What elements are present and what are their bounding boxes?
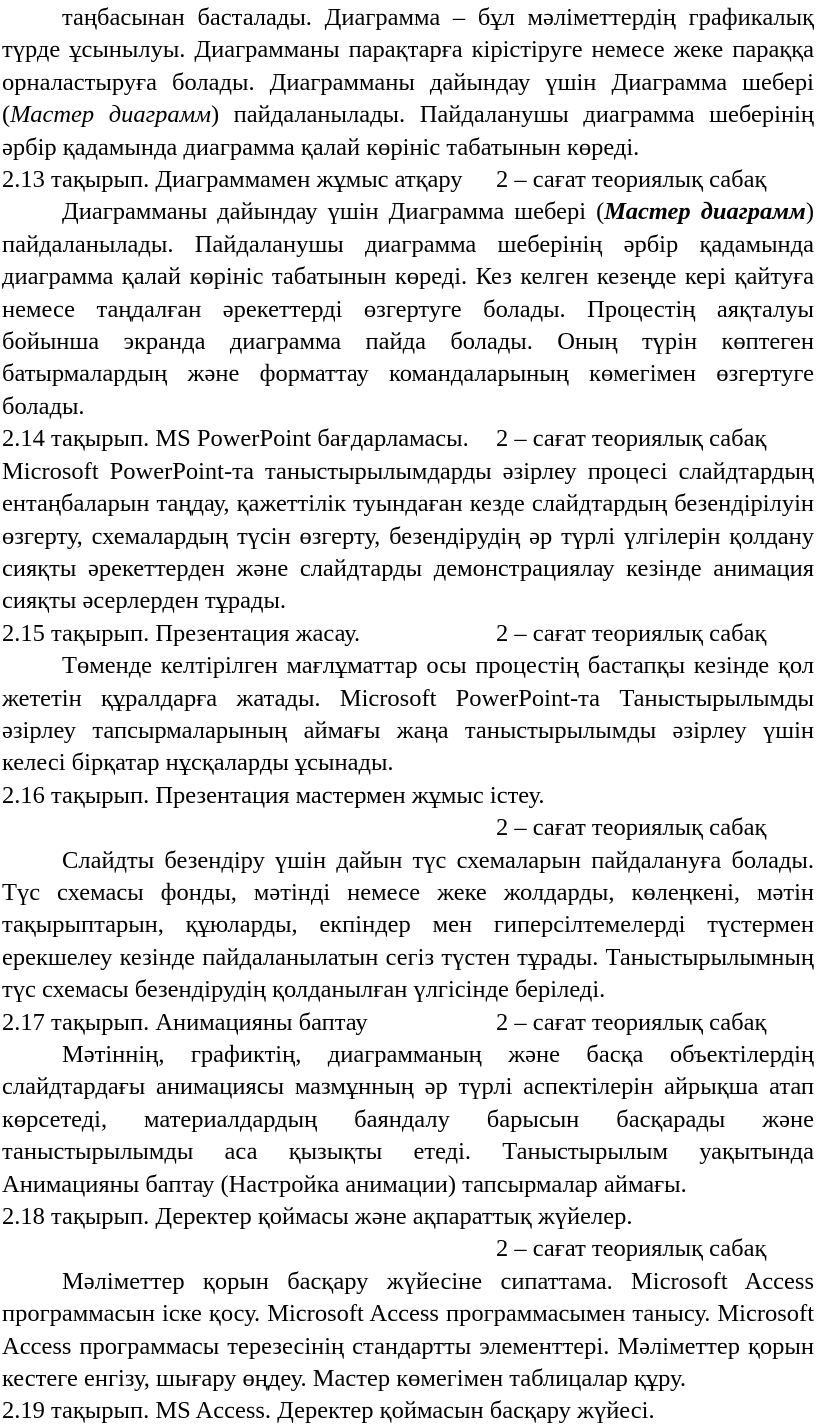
- text-run: Диаграмманы дайындау үшін Диаграмма шебері (: [62, 198, 605, 226]
- topic-hours: 2 – сағат теориялық сабақ: [496, 425, 767, 453]
- topic-hours: 2 – сағат теориялық сабақ: [496, 619, 767, 647]
- text-run: ) пайдаланылады. Пайдаланушы диаграмма шеберінің әрбір қадамында диаграмма қалай көрініс табатынын көреді.: [2, 101, 814, 161]
- bold-italic-term: Мастер диаграмм: [604, 198, 806, 226]
- paragraph-2-18: Мәліметтер қорын басқару жүйесіне сипаттама. Microsoft Access программасын іске қосу. Microsoft Access программасымен танысу. Microsoft Access программасы терезесінің стандартты элементтері. Мәліметтер қорын кестеге енгізу, шығару өңдеу. Мастер көмегімен таблицалар құру.: [2, 1267, 814, 1393]
- document-body: [2, 2, 814, 1428]
- text-run: таңбасынан басталады. Диаграмма – бұл мәліметтердің графикалық түрде ұсынылуы. Диаграмманы парақтарға кірістіруге немесе жеке параққа орналастыруға болады. Диаграмманы дайындау үшін Диаграмма шебері (: [2, 4, 814, 129]
- topic-heading-2-14: [2, 423, 814, 455]
- paragraph-2-16: Слайдты безендіру үшін дайын түс схемаларын пайдалануға болады. Түс схемасы фонды, мәтінді немесе жеке жолдарды, көлеңкені, мәтін тақырыптарын, құюларды, екпіндер мен гиперсілтемелерді түстермен ерекшелеу кезінде пайдаланылатын сегіз түстен тұрады. Таныстырылымның түс схемасы безендірудің қолданылған үлгісінде беріледі.: [2, 846, 814, 1004]
- topic-hours: 2 – сағат теориялық сабақ: [496, 1008, 767, 1036]
- text-run: ) пайдаланылады. Пайдаланушы диаграмма шеберінің әрбір қадамында диаграмма қалай көрініс табатынын көреді. Кез келген кезеңде кері қайтуға немесе таңдалған әрекеттерді өзгертуге болады. Процестің аяқталуы бойынша экранда диаграмма пайда болады. Оның түрін көптеген батырмалардың және форматтау командаларының көмегімен өзгертуге болады.: [2, 198, 815, 420]
- paragraph-2-17: Мәтіннің, графиктің, диаграмманың және басқа объектілердің слайдтардағы анимациясы мазмұнның әр түрлі аспектілерін айрықша атап көрсетеді, материалдардың баяндалу барысын басқарады және таныстырылымды аса қызықты етеді. Таныстырылым уақытында Анимацияны баптау (Настройка анимации) тапсырмалар аймағы.: [2, 1041, 814, 1198]
- paragraph-2-15: Төменде келтірілген мағлұматтар осы процестің бастапқы кезінде қол жететін құралдарға жатады. Microsoft PowerPoint-та Таныстырылымды әзірлеу тапсырмаларының аймағы жаңа таныстырылымды әзірлеу үшін келесі бірқатар нұсқаларды ұсынады.: [2, 652, 814, 777]
- topic-hours: 2 – сағат теориялық сабақ: [496, 166, 767, 194]
- topic-title: 2.15 тақырып. Презентация жасау.: [2, 619, 361, 647]
- topic-title: 2.13 тақырып. Диаграммамен жұмыс атқару: [2, 166, 463, 194]
- topic-heading-2-15: [2, 618, 814, 650]
- topic-heading-2-13: [2, 164, 814, 196]
- topic-hours-2-18: 2 – сағат теориялық сабақ: [496, 1235, 767, 1263]
- topic-title: 2.14 тақырып. MS PowerPoint бағдарламасы.: [2, 425, 469, 453]
- paragraph-diagram-intro: [2, 2, 814, 164]
- italic-term: Мастер диаграмм: [10, 101, 211, 129]
- topic-heading-2-19: 2.19 тақырып. MS Access. Деректер қоймасын басқару жүйесі.: [2, 1397, 655, 1425]
- paragraph-2-14: Microsoft PowerPoint-та таныстырылымдарды әзірлеу процесі слайдтардың ентаңбаларын таңдау, қажеттілік туындаған кезде слайдтардың безендірілуін өзгерту, схемалардың түсін өзгерту, безендірудің әр түрлі үлгілерін қолдану сияқты әрекеттерден және слайдтарды демонстрациялау кезінде анимация сияқты әсерлерден тұрады.: [2, 457, 814, 615]
- topic-hours-2-16: 2 – сағат теориялық сабақ: [496, 814, 767, 842]
- paragraph-2-13: [2, 196, 814, 423]
- topic-heading-2-17: [2, 1007, 814, 1039]
- topic-heading-2-18: 2.18 тақырып. Деректер қоймасы және ақпараттық жүйелер.: [2, 1203, 633, 1231]
- topic-heading-2-16: 2.16 тақырып. Презентация мастермен жұмыс істеу.: [2, 781, 545, 809]
- topic-title: 2.17 тақырып. Анимацияны баптау: [2, 1008, 368, 1036]
